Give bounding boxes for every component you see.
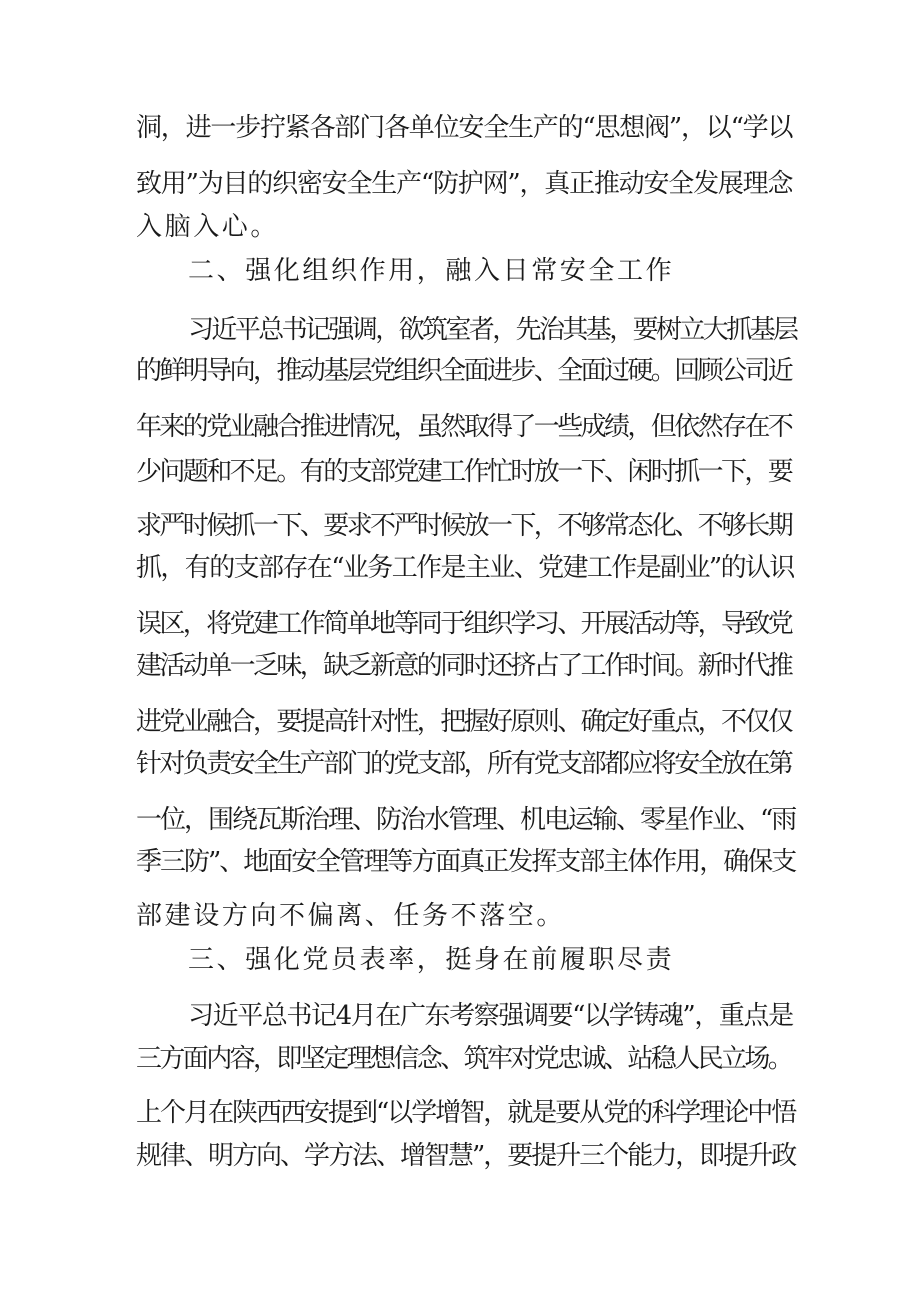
text-line: 入脑入心。	[136, 212, 280, 242]
text-line: 习近平总书记4月在广东考察强调要“以学铸魂”，重点是	[188, 1001, 793, 1031]
text-line: 进党业融合，要提高针对性，把握好原则、确定好重点，不仅仅	[136, 707, 792, 737]
text-line: 误区，将党建工作简单地等同于组织学习、开展活动等，导致党	[136, 609, 792, 639]
text-line: 求严时候抓一下、要求不严时候放一下，不够常态化、不够长期	[136, 511, 792, 541]
text-line: 年来的党业融合推进情况，虽然取得了一些成绩，但依然存在不	[136, 412, 792, 442]
text-line: 抓，有的支部存在“业务工作是主业、党建工作是副业”的认识	[136, 553, 794, 583]
section-heading: 二、强化组织作用，融入日常安全工作	[188, 256, 675, 286]
text-line: 习近平总书记强调，欲筑室者，先治其基，要树立大抓基层	[188, 315, 797, 345]
text-line: 致用”为目的织密安全生产“防护网”，真正推动安全发展理念	[136, 169, 793, 199]
text-line: 上个月在陕西西安提到“以学增智，就是要从党的科学理论中悟	[136, 1098, 796, 1128]
text-line: 季三防”、地面安全管理等方面真正发挥支部主体作用，确保支	[136, 847, 796, 877]
text-line: 三方面内容，即坚定理想信念、筑牢对党忠诚、站稳人民立场。	[136, 1044, 792, 1074]
section-heading: 三、强化党员表率，挺身在前履职尽责	[188, 945, 675, 975]
text-line: 一位，围绕瓦斯治理、防治水管理、机电运输、零星作业、“雨	[136, 805, 796, 835]
text-line: 少问题和不足。有的支部党建工作忙时放一下、闲时抓一下，要	[136, 457, 792, 487]
text-line: 部建设方向不偏离、任务不落空。	[136, 901, 566, 931]
text-line: 规律、明方向、学方法、增智慧”，要提升三个能力，即提升政	[136, 1141, 796, 1171]
text-line: 的鲜明导向，推动基层党组织全面进步、全面过硬。回顾公司近	[136, 356, 792, 386]
text-line: 针对负责安全生产部门的党支部，所有党支部都应将安全放在第	[136, 749, 792, 779]
text-line: 建活动单一乏味，缺乏新意的同时还挤占了工作时间。新时代推	[136, 651, 792, 681]
text-line: 洞，进一步拧紧各部门各单位安全生产的“思想阀”，以“学以	[136, 113, 793, 143]
